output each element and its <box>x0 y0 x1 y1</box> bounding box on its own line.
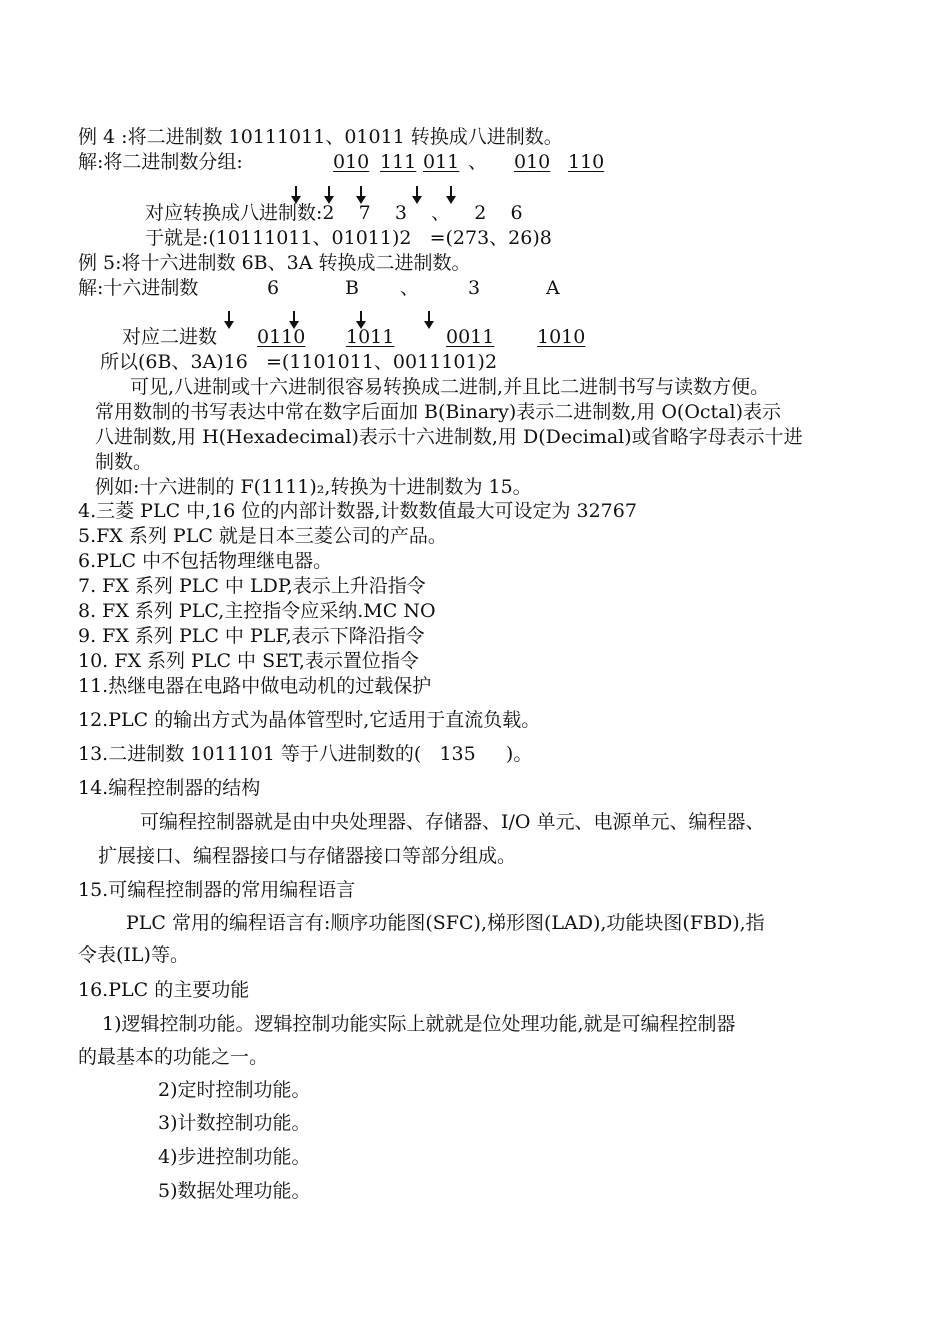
item-7: 7. FX 系列 PLC 中 LDP,表示上升沿指令 <box>78 575 426 597</box>
item-15-body-line-2: 令表(IL)等。 <box>78 944 189 966</box>
hex-digit-3: 3 <box>468 277 481 299</box>
example-5-step-2-label: 对应二进数 <box>122 326 218 348</box>
item-15-heading: 15.可编程控制器的常用编程语言 <box>78 879 356 901</box>
item-11: 11.热继电器在电路中做电动机的过载保护 <box>78 675 432 697</box>
item-12: 12.PLC 的输出方式为晶体管型时,它适用于直流负载。 <box>78 709 541 731</box>
item-16-function-1-line-2: 的最基本的功能之一。 <box>78 1046 269 1068</box>
example-5-step-1-label: 解:十六进制数 <box>78 277 199 299</box>
hex-digit-a: A <box>546 277 560 299</box>
item-14-body-line-1: 可编程控制器就是由中央处理器、存储器、I/O 单元、电源单元、编程器、 <box>140 811 765 833</box>
note-paragraph-2-line-1: 常用数制的书写表达中常在数字后面加 B(Binary)表示二进制数,用 O(Octal)表示 <box>95 401 781 423</box>
item-13: 13.二进制数 1011101 等于八进制数的( 135 )。 <box>78 743 533 765</box>
example-4-step-1-label: 解:将二进制数分组: <box>78 151 243 173</box>
item-14-heading: 14.编程控制器的结构 <box>78 777 261 799</box>
hex-digit-b: B <box>345 277 359 299</box>
group-010: 010 <box>333 151 370 173</box>
item-4: 4.三菱 PLC 中,16 位的内部计数器,计数数值最大可设定为 32767 <box>78 500 637 522</box>
item-6: 6.PLC 中不包括物理继电器。 <box>78 550 333 572</box>
item-16-function-4: 4)步进控制功能。 <box>158 1146 311 1168</box>
item-9: 9. FX 系列 PLC 中 PLF,表示下降沿指令 <box>78 625 425 647</box>
binary-1010: 1010 <box>537 326 586 348</box>
example-4-step-2: 对应转换成八进制数:2 7 3 、 2 6 <box>145 202 523 224</box>
group-separator: 、 <box>468 151 488 173</box>
group-010-b: 010 <box>514 151 551 173</box>
item-10: 10. FX 系列 PLC 中 SET,表示置位指令 <box>78 650 419 672</box>
note-paragraph-1: 可见,八进制或十六进制很容易转换成二进制,并且比二进制书写与读数方便。 <box>130 376 770 398</box>
note-paragraph-2-line-3: 制数。 <box>95 451 153 473</box>
example-5-title: 例 5:将十六进制数 6B、3A 转换成二进制数。 <box>78 252 471 274</box>
binary-0011: 0011 <box>446 326 495 348</box>
item-16-function-5: 5)数据处理功能。 <box>158 1180 311 1202</box>
item-5: 5.FX 系列 PLC 就是日本三菱公司的产品。 <box>78 525 447 547</box>
group-110: 110 <box>568 151 605 173</box>
down-arrow-icon <box>224 311 234 329</box>
example-4-step-3: 于就是:(10111011、01011)2 =(273、26)8 <box>145 227 552 249</box>
note-paragraph-2-line-2: 八进制数,用 H(Hexadecimal)表示十六进制数,用 D(Decimal)或省略字母表示十进 <box>95 426 803 448</box>
group-111: 111 <box>380 151 417 173</box>
item-8: 8. FX 系列 PLC,主控指令应采纳.MC NO <box>78 600 436 622</box>
group-011: 011 <box>423 151 460 173</box>
item-16-function-2: 2)定时控制功能。 <box>158 1079 311 1101</box>
example-5-result: 所以(6B、3A)16 =(1101011、0011101)2 <box>100 351 498 373</box>
item-14-body-line-2: 扩展接口、编程器接口与存储器接口等部分组成。 <box>98 845 517 867</box>
hex-separator: 、 <box>400 277 420 299</box>
down-arrow-icon <box>424 311 434 329</box>
note-example: 例如:十六进制的 F(1111)₂,转换为十进制数为 15。 <box>95 476 532 498</box>
binary-0110: 0110 <box>257 326 306 348</box>
hex-digit-6: 6 <box>267 277 280 299</box>
item-16-function-3: 3)计数控制功能。 <box>158 1112 311 1134</box>
example-4-title: 例 4 :将二进制数 10111011、01011 转换成八进制数。 <box>78 126 563 148</box>
binary-1011: 1011 <box>346 326 395 348</box>
item-15-body-line-1: PLC 常用的编程语言有:顺序功能图(SFC),梯形图(LAD),功能块图(FBD),指 <box>126 912 765 934</box>
item-16-function-1-line-1: 1)逻辑控制功能。逻辑控制功能实际上就就是位处理功能,就是可编程控制器 <box>102 1013 736 1035</box>
item-16-heading: 16.PLC 的主要功能 <box>78 979 250 1001</box>
